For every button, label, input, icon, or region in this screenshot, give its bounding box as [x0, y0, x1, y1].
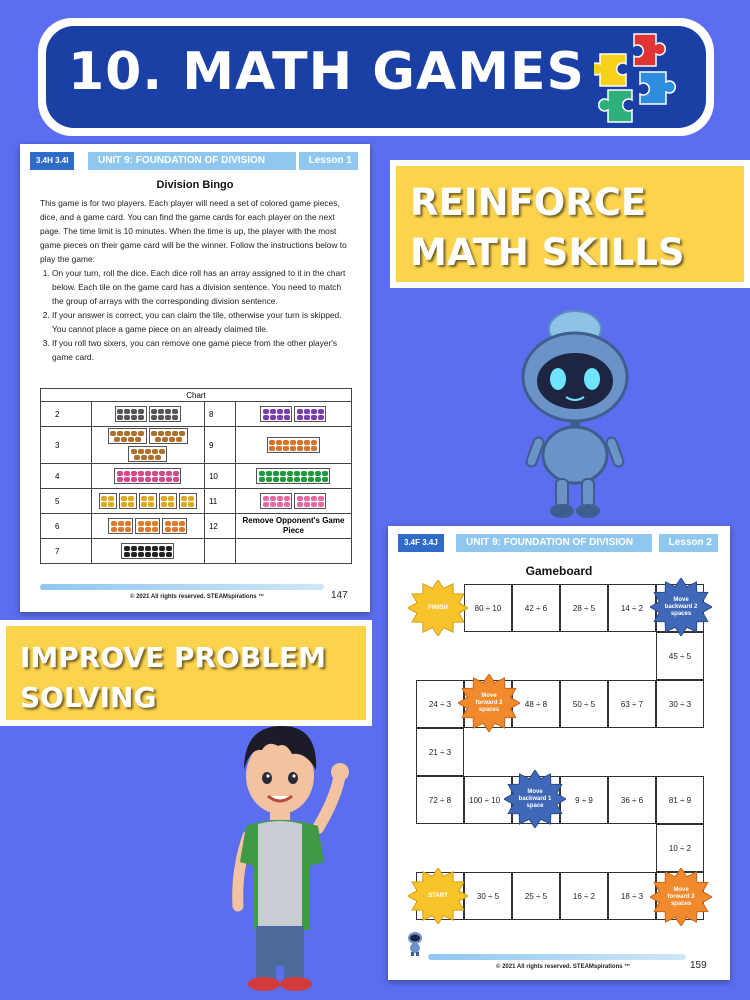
array-item-icon — [269, 440, 275, 445]
array-item-icon — [280, 477, 286, 482]
array-item-icon — [151, 409, 157, 414]
step-item: 1. On your turn, roll the dice. Each dice roll has an array assigned to it in the chart below. Each tile on the game card has a division sentence. You need to match the group of arrays with the corresponding division sentence. — [52, 266, 350, 308]
array-item-icon — [141, 502, 147, 507]
array-item-icon — [294, 477, 300, 482]
array-item-icon — [145, 449, 151, 454]
array-icons — [92, 539, 205, 564]
array-item-icon — [283, 440, 289, 445]
board-cell: 80 ÷ 10 — [464, 584, 512, 632]
board-cell: 50 ÷ 5 — [560, 680, 608, 728]
array-item-icon — [277, 415, 283, 420]
array-item-icon — [152, 521, 158, 526]
array-item-icon — [152, 552, 158, 557]
array-item-icon — [159, 552, 165, 557]
array-item-icon — [134, 455, 140, 460]
waving-boy-icon — [200, 716, 360, 996]
array-item-icon — [263, 496, 269, 501]
array-item-icon — [176, 437, 182, 442]
array-item-icon — [172, 409, 178, 414]
improve-line1: IMPROVE PROBLEM — [20, 641, 327, 674]
array-item-icon — [165, 521, 171, 526]
array-item-icon — [141, 455, 147, 460]
array-item-icon — [181, 502, 187, 507]
small-robot-icon — [406, 930, 424, 956]
array-item-icon — [276, 440, 282, 445]
board-cell: 16 ÷ 2 — [560, 872, 608, 920]
array-item-icon — [110, 431, 116, 436]
chart-number — [204, 539, 235, 564]
move-backward-2-label: Move backward 2 spaces — [664, 596, 698, 617]
step-item: 3. If you roll two sixers, you can remove one game piece from the other player's game card. — [52, 336, 350, 364]
array-item-icon — [304, 409, 310, 414]
page-number: 159 — [690, 960, 707, 971]
chart-number: 8 — [204, 402, 235, 427]
array-item-icon — [118, 521, 124, 526]
array-item-icon — [181, 496, 187, 501]
array-item-icon — [138, 546, 144, 551]
array-item-icon — [297, 415, 303, 420]
array-item-icon — [101, 496, 107, 501]
array-item-icon — [165, 409, 171, 414]
array-item-icon — [263, 502, 269, 507]
array-item-icon — [311, 415, 317, 420]
array-item-icon — [172, 415, 178, 420]
array-item-icon — [269, 446, 275, 451]
array-group — [121, 543, 174, 559]
array-item-icon — [311, 440, 317, 445]
array-item-icon — [138, 477, 144, 482]
gameboard-title: Gameboard — [525, 564, 593, 578]
array-item-icon — [124, 409, 130, 414]
array-item-icon — [315, 477, 321, 482]
array-item-icon — [161, 502, 167, 507]
footer-bar — [40, 584, 324, 590]
array-item-icon — [322, 471, 328, 476]
array-item-icon — [263, 409, 269, 414]
array-item-icon — [179, 431, 185, 436]
array-item-icon — [131, 431, 137, 436]
array-icons — [92, 514, 205, 539]
board-cell: 36 ÷ 6 — [608, 776, 656, 824]
board-cell: 18 ÷ 3 — [608, 872, 656, 920]
array-item-icon — [311, 409, 317, 414]
reinforce-line1: REINFORCE — [410, 181, 647, 224]
array-item-icon — [128, 496, 134, 501]
array-item-icon — [311, 446, 317, 451]
footer-bar — [428, 954, 686, 960]
array-item-icon — [188, 496, 194, 501]
array-icons — [92, 427, 205, 464]
array-item-icon — [259, 471, 265, 476]
start-burst — [408, 868, 468, 924]
array-item-icon — [173, 471, 179, 476]
array-item-icon — [111, 521, 117, 526]
unit-title: UNIT 9: FOUNDATION OF DIVISION — [88, 152, 296, 170]
board-cell: 72 ÷ 8 — [416, 776, 464, 824]
array-item-icon — [138, 449, 144, 454]
array-item-icon — [152, 471, 158, 476]
array-item-icon — [131, 409, 137, 414]
array-item-icon — [138, 552, 144, 557]
array-item-icon — [145, 546, 151, 551]
array-group — [260, 406, 292, 422]
array-item-icon — [145, 521, 151, 526]
chart-number: 4 — [41, 464, 92, 489]
array-item-icon — [263, 415, 269, 420]
array-item-icon — [304, 440, 310, 445]
chart-caption: Chart — [41, 389, 352, 402]
array-item-icon — [155, 437, 161, 442]
array-item-icon — [128, 502, 134, 507]
remove-opponent-text: Remove Opponent's Game Piece — [235, 514, 351, 539]
chart-number: 5 — [41, 489, 92, 514]
array-item-icon — [297, 502, 303, 507]
standards-badge: 3.4F 3.4J — [398, 534, 444, 552]
array-item-icon — [151, 415, 157, 420]
array-item-icon — [114, 437, 120, 442]
array-item-icon — [270, 409, 276, 414]
reinforce-label-inner — [396, 166, 744, 282]
array-item-icon — [166, 546, 172, 551]
array-item-icon — [155, 455, 161, 460]
puzzle-pieces-icon — [594, 28, 686, 124]
array-item-icon — [166, 552, 172, 557]
array-item-icon — [135, 437, 141, 442]
move-forward-3-label: Move forward 3 spaces — [667, 886, 695, 907]
array-item-icon — [148, 455, 154, 460]
array-group — [294, 406, 326, 422]
array-item-icon — [148, 496, 154, 501]
dice-chart — [40, 388, 352, 564]
array-item-icon — [158, 431, 164, 436]
array-item-icon — [277, 496, 283, 501]
array-item-icon — [284, 496, 290, 501]
array-icons — [235, 489, 351, 514]
finish-burst — [408, 580, 468, 636]
array-item-icon — [138, 527, 144, 532]
array-group — [135, 518, 160, 534]
array-item-icon — [161, 496, 167, 501]
array-item-icon — [311, 502, 317, 507]
array-item-icon — [151, 431, 157, 436]
array-item-icon — [117, 471, 123, 476]
array-item-icon — [152, 449, 158, 454]
board-cell: 48 ÷ 8 — [512, 680, 560, 728]
array-group — [149, 428, 188, 444]
array-item-icon — [125, 521, 131, 526]
array-item-icon — [138, 471, 144, 476]
page-number: 147 — [331, 590, 348, 601]
move-backward-1-burst — [504, 770, 566, 828]
array-item-icon — [284, 409, 290, 414]
array-group — [294, 493, 326, 509]
array-item-icon — [145, 477, 151, 482]
array-item-icon — [159, 546, 165, 551]
array-item-icon — [273, 471, 279, 476]
array-item-icon — [128, 437, 134, 442]
array-item-icon — [145, 471, 151, 476]
lesson-label: Lesson 1 — [297, 152, 358, 170]
array-item-icon — [311, 496, 317, 501]
chart-number: 3 — [41, 427, 92, 464]
array-item-icon — [117, 415, 123, 420]
robot-icon — [500, 305, 650, 525]
chart-number: 12 — [204, 514, 235, 539]
array-group — [149, 406, 181, 422]
array-item-icon — [270, 502, 276, 507]
array-item-icon — [121, 437, 127, 442]
unit-header — [30, 152, 358, 170]
move-forward-2-label: Move forward 2 spaces — [475, 692, 503, 713]
copyright-footer: © 2021 All rights reserved. STEAMspirations ™ — [496, 964, 631, 970]
chart-number: 6 — [41, 514, 92, 539]
array-item-icon — [145, 552, 151, 557]
start-label: START — [428, 892, 448, 899]
gameboard-worksheet — [388, 526, 730, 980]
array-item-icon — [304, 496, 310, 501]
copyright-footer: © 2021 All rights reserved. STEAMspirations ™ — [130, 594, 265, 600]
array-group — [108, 428, 147, 444]
array-item-icon — [273, 477, 279, 482]
array-item-icon — [277, 409, 283, 414]
array-item-icon — [159, 471, 165, 476]
array-item-icon — [159, 449, 165, 454]
board-cell: 63 ÷ 7 — [608, 680, 656, 728]
move-backward-1-label: Move backward 1 space — [518, 788, 552, 809]
board-cell: 25 ÷ 5 — [512, 872, 560, 920]
page-title: 10. MATH GAMES — [68, 42, 585, 102]
array-icons — [92, 464, 205, 489]
array-group — [260, 493, 292, 509]
array-item-icon — [315, 471, 321, 476]
array-item-icon — [131, 477, 137, 482]
array-item-icon — [297, 496, 303, 501]
array-item-icon — [124, 546, 130, 551]
board-cell: 10 ÷ 2 — [656, 824, 704, 872]
array-item-icon — [277, 502, 283, 507]
array-item-icon — [308, 477, 314, 482]
array-item-icon — [169, 437, 175, 442]
array-item-icon — [124, 415, 130, 420]
array-item-icon — [308, 471, 314, 476]
board-cell: 28 ÷ 5 — [560, 584, 608, 632]
array-item-icon — [188, 502, 194, 507]
array-item-icon — [141, 496, 147, 501]
chart-number: 2 — [41, 402, 92, 427]
array-item-icon — [283, 446, 289, 451]
array-item-icon — [284, 502, 290, 507]
chart-number: 9 — [204, 427, 235, 464]
board-cell: 100 ÷ 10 — [464, 776, 512, 824]
array-item-icon — [287, 471, 293, 476]
array-item-icon — [117, 477, 123, 482]
array-item-icon — [131, 552, 137, 557]
array-item-icon — [121, 502, 127, 507]
array-item-icon — [276, 446, 282, 451]
array-item-icon — [124, 471, 130, 476]
array-item-icon — [138, 431, 144, 436]
array-icons — [92, 489, 205, 514]
array-item-icon — [138, 415, 144, 420]
array-item-icon — [301, 477, 307, 482]
array-item-icon — [290, 446, 296, 451]
array-item-icon — [166, 477, 172, 482]
array-icons — [92, 402, 205, 427]
array-item-icon — [179, 521, 185, 526]
worksheet-title: Division Bingo — [156, 179, 234, 191]
array-item-icon — [148, 502, 154, 507]
array-item-icon — [179, 527, 185, 532]
array-item-icon — [304, 446, 310, 451]
chart-number: 11 — [204, 489, 235, 514]
array-item-icon — [266, 471, 272, 476]
array-item-icon — [294, 471, 300, 476]
array-item-icon — [318, 502, 324, 507]
array-item-icon — [304, 415, 310, 420]
array-item-icon — [168, 496, 174, 501]
array-group — [267, 437, 320, 453]
improve-text — [20, 638, 326, 718]
standards-badge: 3.4H 3.4I — [30, 152, 74, 170]
array-item-icon — [172, 521, 178, 526]
array-item-icon — [168, 502, 174, 507]
step-item: 2. If your answer is correct, you can claim the tile, otherwise your turn is skipped. You cannot place a game piece on an already claimed tile. — [52, 308, 350, 336]
array-item-icon — [121, 496, 127, 501]
array-item-icon — [165, 431, 171, 436]
array-item-icon — [172, 431, 178, 436]
board-cell: 45 ÷ 5 — [656, 632, 704, 680]
chart-number: 10 — [204, 464, 235, 489]
array-item-icon — [304, 502, 310, 507]
empty-cell — [235, 539, 351, 564]
array-item-icon — [101, 502, 107, 507]
array-icons — [235, 427, 351, 464]
array-item-icon — [131, 449, 137, 454]
improve-label-inner — [6, 626, 366, 720]
chart-number: 7 — [41, 539, 92, 564]
move-backward-2-burst — [650, 578, 712, 636]
array-item-icon — [124, 552, 130, 557]
array-item-icon — [125, 527, 131, 532]
array-group — [162, 518, 187, 534]
array-item-icon — [284, 415, 290, 420]
array-item-icon — [124, 477, 130, 482]
board-cell: 24 ÷ 3 — [416, 680, 464, 728]
array-item-icon — [159, 477, 165, 482]
array-item-icon — [131, 415, 137, 420]
array-group — [128, 446, 167, 462]
array-item-icon — [111, 527, 117, 532]
board-cell: 42 ÷ 6 — [512, 584, 560, 632]
instructions — [40, 196, 350, 364]
array-group — [119, 493, 137, 509]
finish-label: FINISH — [428, 604, 448, 611]
array-item-icon — [108, 502, 114, 507]
array-item-icon — [270, 496, 276, 501]
division-bingo-worksheet — [20, 144, 370, 612]
array-item-icon — [152, 546, 158, 551]
array-item-icon — [259, 477, 265, 482]
array-item-icon — [287, 477, 293, 482]
steps-list — [40, 266, 350, 364]
array-item-icon — [318, 415, 324, 420]
board-cell: 14 ÷ 2 — [608, 584, 656, 632]
array-item-icon — [270, 415, 276, 420]
unit-header — [398, 534, 718, 552]
improve-line2: SOLVING — [20, 681, 157, 714]
array-group — [159, 493, 177, 509]
array-item-icon — [165, 527, 171, 532]
array-item-icon — [138, 409, 144, 414]
array-item-icon — [297, 409, 303, 414]
array-item-icon — [138, 521, 144, 526]
array-item-icon — [297, 446, 303, 451]
array-item-icon — [117, 409, 123, 414]
array-item-icon — [165, 415, 171, 420]
array-item-icon — [131, 546, 137, 551]
array-item-icon — [172, 527, 178, 532]
array-group — [99, 493, 117, 509]
board-cell: 30 ÷ 5 — [464, 872, 512, 920]
array-item-icon — [322, 477, 328, 482]
array-item-icon — [145, 527, 151, 532]
array-group — [256, 468, 330, 484]
board-cell: 21 ÷ 3 — [416, 728, 464, 776]
board-cell: 81 ÷ 9 — [656, 776, 704, 824]
array-item-icon — [166, 471, 172, 476]
array-item-icon — [301, 471, 307, 476]
array-item-icon — [290, 440, 296, 445]
title-banner — [38, 18, 714, 136]
array-group — [179, 493, 197, 509]
array-icons — [235, 402, 351, 427]
array-group — [108, 518, 133, 534]
array-group — [115, 406, 147, 422]
array-item-icon — [162, 437, 168, 442]
move-forward-2-burst — [458, 674, 520, 732]
array-item-icon — [173, 477, 179, 482]
array-item-icon — [318, 409, 324, 414]
array-group — [139, 493, 157, 509]
array-item-icon — [131, 471, 137, 476]
board-cell: 30 ÷ 3 — [656, 680, 704, 728]
array-item-icon — [280, 471, 286, 476]
array-item-icon — [152, 527, 158, 532]
move-forward-3-burst — [650, 868, 712, 926]
array-item-icon — [158, 409, 164, 414]
improve-label — [0, 620, 372, 726]
array-item-icon — [118, 527, 124, 532]
array-item-icon — [318, 496, 324, 501]
intro-text: This game is for two players. Each player will need a set of colored game pieces, dice, and a game card. You can find the game cards for each player on the next page. The time limit is 10 minutes. When the time is up, the player with the most game pieces on their game card will be the winner. Follow the instructions below to play the game: — [40, 198, 347, 264]
array-item-icon — [117, 431, 123, 436]
array-item-icon — [266, 477, 272, 482]
array-item-icon — [124, 431, 130, 436]
array-item-icon — [297, 440, 303, 445]
array-item-icon — [108, 496, 114, 501]
array-item-icon — [152, 477, 158, 482]
array-group — [114, 468, 181, 484]
unit-title: UNIT 9: FOUNDATION OF DIVISION — [456, 534, 652, 552]
reinforce-text — [410, 178, 685, 278]
reinforce-line2: MATH SKILLS — [410, 231, 685, 274]
lesson-label: Lesson 2 — [657, 534, 718, 552]
reinforce-label — [390, 160, 750, 288]
array-icons — [235, 464, 351, 489]
array-item-icon — [158, 415, 164, 420]
board-cell: 9 ÷ 9 — [560, 776, 608, 824]
